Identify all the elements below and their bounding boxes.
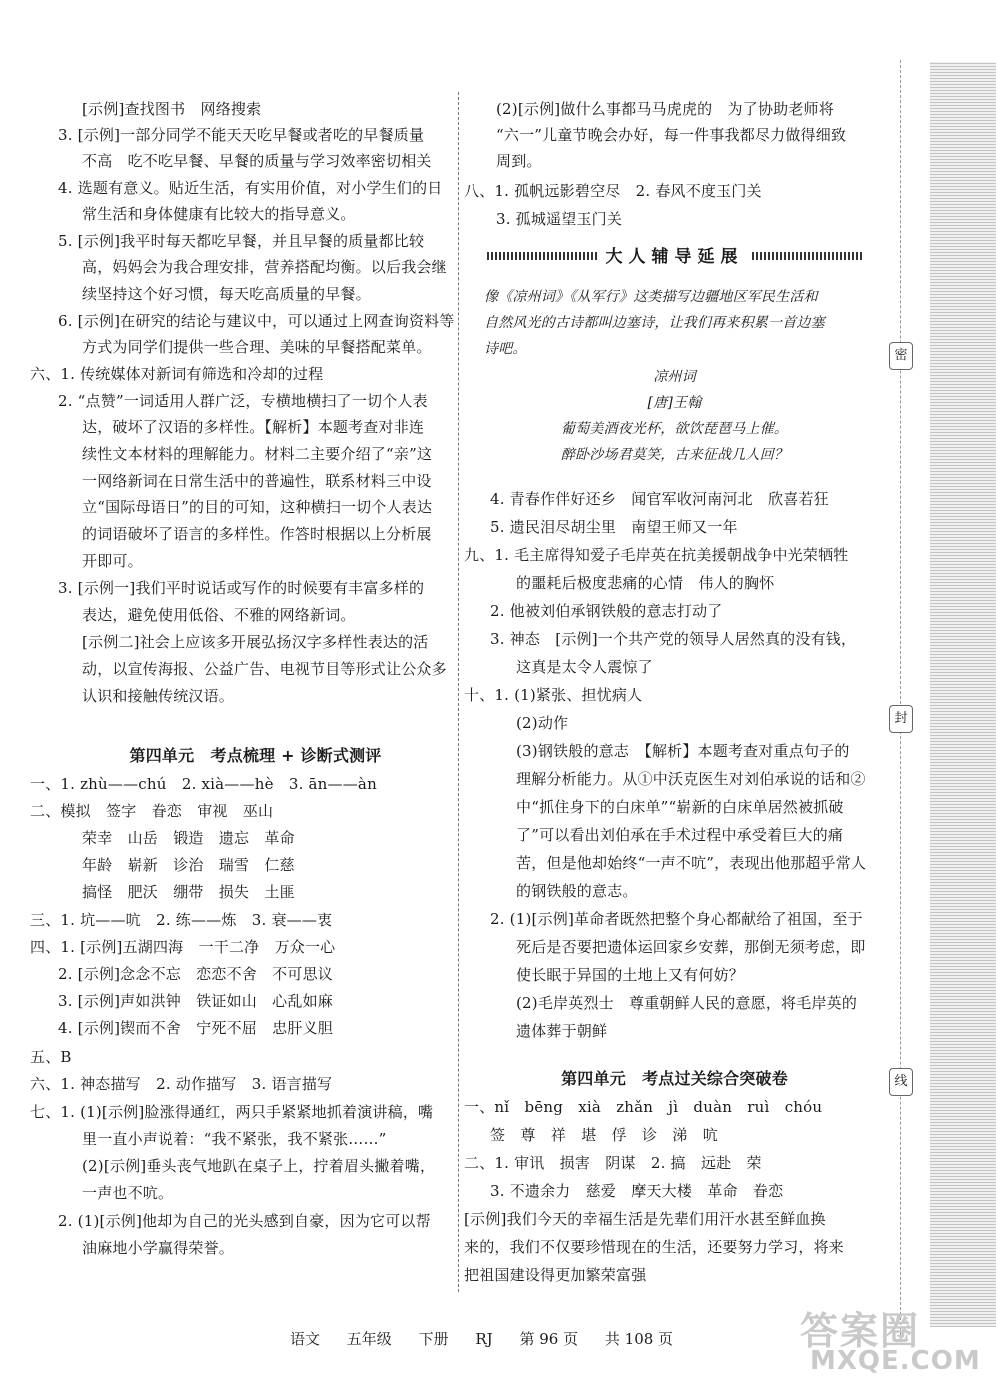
page-footer bbox=[290, 1328, 695, 1349]
footer-total: 共 108 页 bbox=[604, 1330, 674, 1348]
right-line: 的噩耗后极度悲痛的心情 伟人的胸怀 bbox=[516, 574, 775, 592]
right-line: 中“抓住身下的白床单”“崭新的白床单居然被抓破 bbox=[516, 798, 844, 816]
right-line: 把祖国建设得更加繁荣富强 bbox=[464, 1266, 647, 1284]
left-line: 2. [示例]念念不忘 恋恋不舍 不可思议 bbox=[58, 965, 333, 983]
right-line: 十、1. (1)紧张、担忧病人 bbox=[464, 686, 643, 704]
binding-cut-line bbox=[900, 60, 901, 1340]
right-line: 一、nǐ bēng xià zhǎn jì duàn ruì chóu bbox=[464, 1098, 823, 1116]
footer-edition: RJ bbox=[475, 1330, 493, 1348]
box-text: 自然风光的古诗都叫边塞诗，让我们再来积累一首边塞 bbox=[484, 315, 825, 331]
poem-line: 醉卧沙场君莫笑，古来征战几人回？ bbox=[560, 447, 789, 463]
footer-grade: 五年级 bbox=[346, 1330, 392, 1348]
right-line: 3. 孤城遥望玉门关 bbox=[496, 210, 623, 228]
right-line: 使长眠于异国的土地上又有何妨？ bbox=[516, 966, 745, 984]
left-line: 3. [示例一]我们平时说话或写作的时候要有丰富多样的 bbox=[58, 579, 425, 597]
left-line: 认识和接触传统汉语。 bbox=[82, 687, 235, 705]
column-divider bbox=[458, 92, 459, 1292]
left-line: 一、1. zhù——chú 2. xià——hè 3. ān——àn bbox=[30, 775, 377, 793]
left-line: 4. 选题有意义。贴近生活，有实用价值，对小学生们的日 bbox=[58, 179, 443, 197]
right-line: 2. (1)[示例]革命者既然把整个身心都献给了祖国，至于 bbox=[490, 910, 863, 928]
right-line: 了”可以看出刘伯承在手术过程中承受着巨大的痛 bbox=[516, 826, 844, 844]
watermark-url: MXQE.COM bbox=[810, 1346, 981, 1376]
left-line: 方式为同学们提供一些合理、美味的早餐搭配菜单。 bbox=[82, 338, 432, 356]
right-line: 2. 他被刘伯承钢铁般的意志打动了 bbox=[490, 602, 723, 620]
left-line: 四、1. [示例]五湖四海 一干二净 万众一心 bbox=[30, 938, 336, 956]
right-line: (3)钢铁般的意志 【解析】本题考查对重点句子的 bbox=[516, 742, 850, 760]
right-line: (2)[示例]做什么事都马马虎虎的 为了协助老师将 bbox=[496, 100, 834, 118]
left-line: 一声也不吭。 bbox=[82, 1184, 174, 1202]
right-line: 4. 青春作伴好还乡 闻官军收河南河北 欣喜若狂 bbox=[490, 490, 829, 508]
left-line: 5. [示例]我平时每天都吃早餐，并且早餐的质量都比较 bbox=[58, 232, 425, 250]
right-line: 3. 神态 [示例]一个共产党的领导人居然真的没有钱， bbox=[490, 630, 857, 648]
right-line: 这真是太令人震惊了 bbox=[516, 658, 653, 676]
binding-label: 线 bbox=[889, 1068, 913, 1096]
left-line: 续坚持这个好习惯，每天吃高质量的早餐。 bbox=[82, 285, 371, 303]
poem-author: [唐]王翰 bbox=[647, 395, 702, 411]
right-line: 九、1. 毛主席得知爱子毛岸英在抗美援朝战争中光荣牺牲 bbox=[464, 546, 849, 564]
right-line: 八、1. 孤帆远影碧空尽 2. 春风不度玉门关 bbox=[464, 182, 762, 200]
left-line: 一网络新词在日常生活中的普遍性，联系材料三中设 bbox=[82, 472, 432, 490]
left-line: 4. [示例]锲而不舍 宁死不屈 忠肝义胆 bbox=[58, 1019, 333, 1037]
left-line: [示例二]社会上应该多开展弘扬汉字多样性表达的活 bbox=[82, 633, 429, 651]
watermark-text: 答案圈 bbox=[800, 1309, 921, 1353]
left-line: 不高 吃不吃早餐、早餐的质量与学习效率密切相关 bbox=[82, 152, 432, 170]
footer-page: 第 96 页 bbox=[519, 1330, 579, 1348]
left-line: 搞怪 肥沃 绷带 损失 土匪 bbox=[82, 883, 295, 901]
binding-label: 封 bbox=[889, 705, 913, 733]
section-heading: 第四单元 考点过关综合突破卷 bbox=[561, 1069, 788, 1088]
left-line: 6. [示例]在研究的结论与建议中，可以通过上网查询资料等 bbox=[58, 312, 455, 330]
footer-volume: 下册 bbox=[418, 1330, 449, 1348]
left-line: 达，破坏了汉语的多样性。【解析】本题考查对非连 bbox=[82, 418, 425, 436]
binding-label: 密 bbox=[889, 342, 913, 370]
left-line: 常生活和身体健康有比较大的指导意义。 bbox=[82, 205, 356, 223]
right-line: 3. 不遗余力 慈爱 摩天大楼 革命 眷恋 bbox=[490, 1182, 784, 1200]
right-line: 理解分析能力。从①中沃克医生对刘伯承说的话和② bbox=[516, 770, 866, 788]
right-line: 周到。 bbox=[496, 152, 542, 170]
left-line: 油麻地小学赢得荣誉。 bbox=[82, 1239, 235, 1257]
box-text: 诗吧。 bbox=[484, 341, 527, 357]
footer-subject: 语文 bbox=[290, 1330, 321, 1348]
left-line: 的词语破坏了语言的多样性。作答时根据以上分析展 bbox=[82, 525, 432, 543]
right-line: (2)毛岸英烈士 尊重朝鲜人民的意愿，将毛岸英的 bbox=[516, 994, 858, 1012]
poem-title: 凉州词 bbox=[653, 369, 696, 385]
left-line: 动，以宣传海报、公益广告、电视节目等形式让公众多 bbox=[82, 660, 447, 678]
left-line: 高，妈妈会为我合理安排，营养搭配均衡。以后我会继 bbox=[82, 258, 447, 276]
poem-line: 葡萄美酒夜光杯，欲饮琵琶马上催。 bbox=[560, 421, 789, 437]
left-line: 2. (1)[示例]他却为自己的光头感到自豪，因为它可以帮 bbox=[58, 1212, 431, 1230]
right-line: 遗体葬于朝鲜 bbox=[516, 1022, 608, 1040]
section-heading: 第四单元 考点梳理 + 诊断式测评 bbox=[129, 746, 382, 765]
right-line: 死后是否要把遗体运回家乡安葬，那倒无须考虑，即 bbox=[516, 938, 866, 956]
right-line: 二、1. 审讯 损害 阴谋 2. 搞 远赴 荣 bbox=[464, 1154, 762, 1172]
right-line: 5. 遗民泪尽胡尘里 南望王师又一年 bbox=[490, 518, 738, 536]
left-line: 年龄 崭新 诊治 瑞雪 仁慈 bbox=[82, 856, 295, 874]
left-line: 三、1. 坑——吭 2. 练——炼 3. 衰——衷 bbox=[30, 911, 333, 929]
left-line: 二、模拟 签字 眷恋 审视 巫山 bbox=[30, 802, 274, 820]
left-line: 六、1. 神态描写 2. 动作描写 3. 语言描写 bbox=[30, 1075, 333, 1093]
left-line: 表达，避免使用低俗、不雅的网络新词。 bbox=[82, 606, 356, 624]
binding-strip bbox=[930, 62, 996, 1327]
left-line: 荣幸 山岳 锻造 遗忘 革命 bbox=[82, 829, 295, 847]
box-title: 大人辅导延展 bbox=[487, 242, 862, 272]
watermark-logo bbox=[790, 1300, 981, 1380]
left-line: (2)[示例]垂头丧气地趴在桌子上，拧着眉头撇着嘴， bbox=[82, 1157, 436, 1175]
left-line: 里一直小声说着：“我不紧张，我不紧张……” bbox=[82, 1130, 387, 1148]
left-line: 五、B bbox=[30, 1048, 72, 1066]
left-line: [示例]查找图书 网络搜索 bbox=[82, 100, 262, 118]
right-line: [示例]我们今天的幸福生活是先辈们用汗水甚至鲜血换 bbox=[464, 1210, 826, 1228]
left-line: 立“国际母语日”的目的可知，这种横扫一切个人表达 bbox=[82, 498, 433, 516]
box-text: 像《凉州词》《从军行》这类描写边疆地区军民生活和 bbox=[484, 289, 818, 305]
right-line: 来的，我们不仅要珍惜现在的生活，还要努力学习，将来 bbox=[464, 1238, 845, 1256]
left-line: 3. [示例]一部分同学不能天天吃早餐或者吃的早餐质量 bbox=[58, 126, 425, 144]
left-line: 开即可。 bbox=[82, 552, 143, 570]
left-line: 六、1. 传统媒体对新词有筛选和冷却的过程 bbox=[30, 365, 324, 383]
left-line: 七、1. (1)[示例]脸涨得通红，两只手紧紧地抓着演讲稿，嘴 bbox=[30, 1103, 434, 1121]
left-line: 3. [示例]声如洪钟 铁证如山 心乱如麻 bbox=[58, 992, 333, 1010]
right-line: (2)动作 bbox=[516, 714, 569, 732]
right-line: “六一”儿童节晚会办好，每一件事我都尽力做得细致 bbox=[496, 126, 847, 144]
right-line: 签 尊 祥 堪 俘 诊 涕 吭 bbox=[490, 1126, 719, 1144]
right-line: 的钢铁般的意志。 bbox=[516, 882, 638, 900]
right-line: 苦，但是他却始终“一声不吭”，表现出他那超乎常人 bbox=[516, 854, 867, 872]
left-line: 2. “点赞”一词适用人群广泛，专横地横扫了一切个人表 bbox=[58, 392, 428, 410]
left-line: 续性文本材料的理解能力。材料二主要介绍了“亲”这 bbox=[82, 445, 433, 463]
